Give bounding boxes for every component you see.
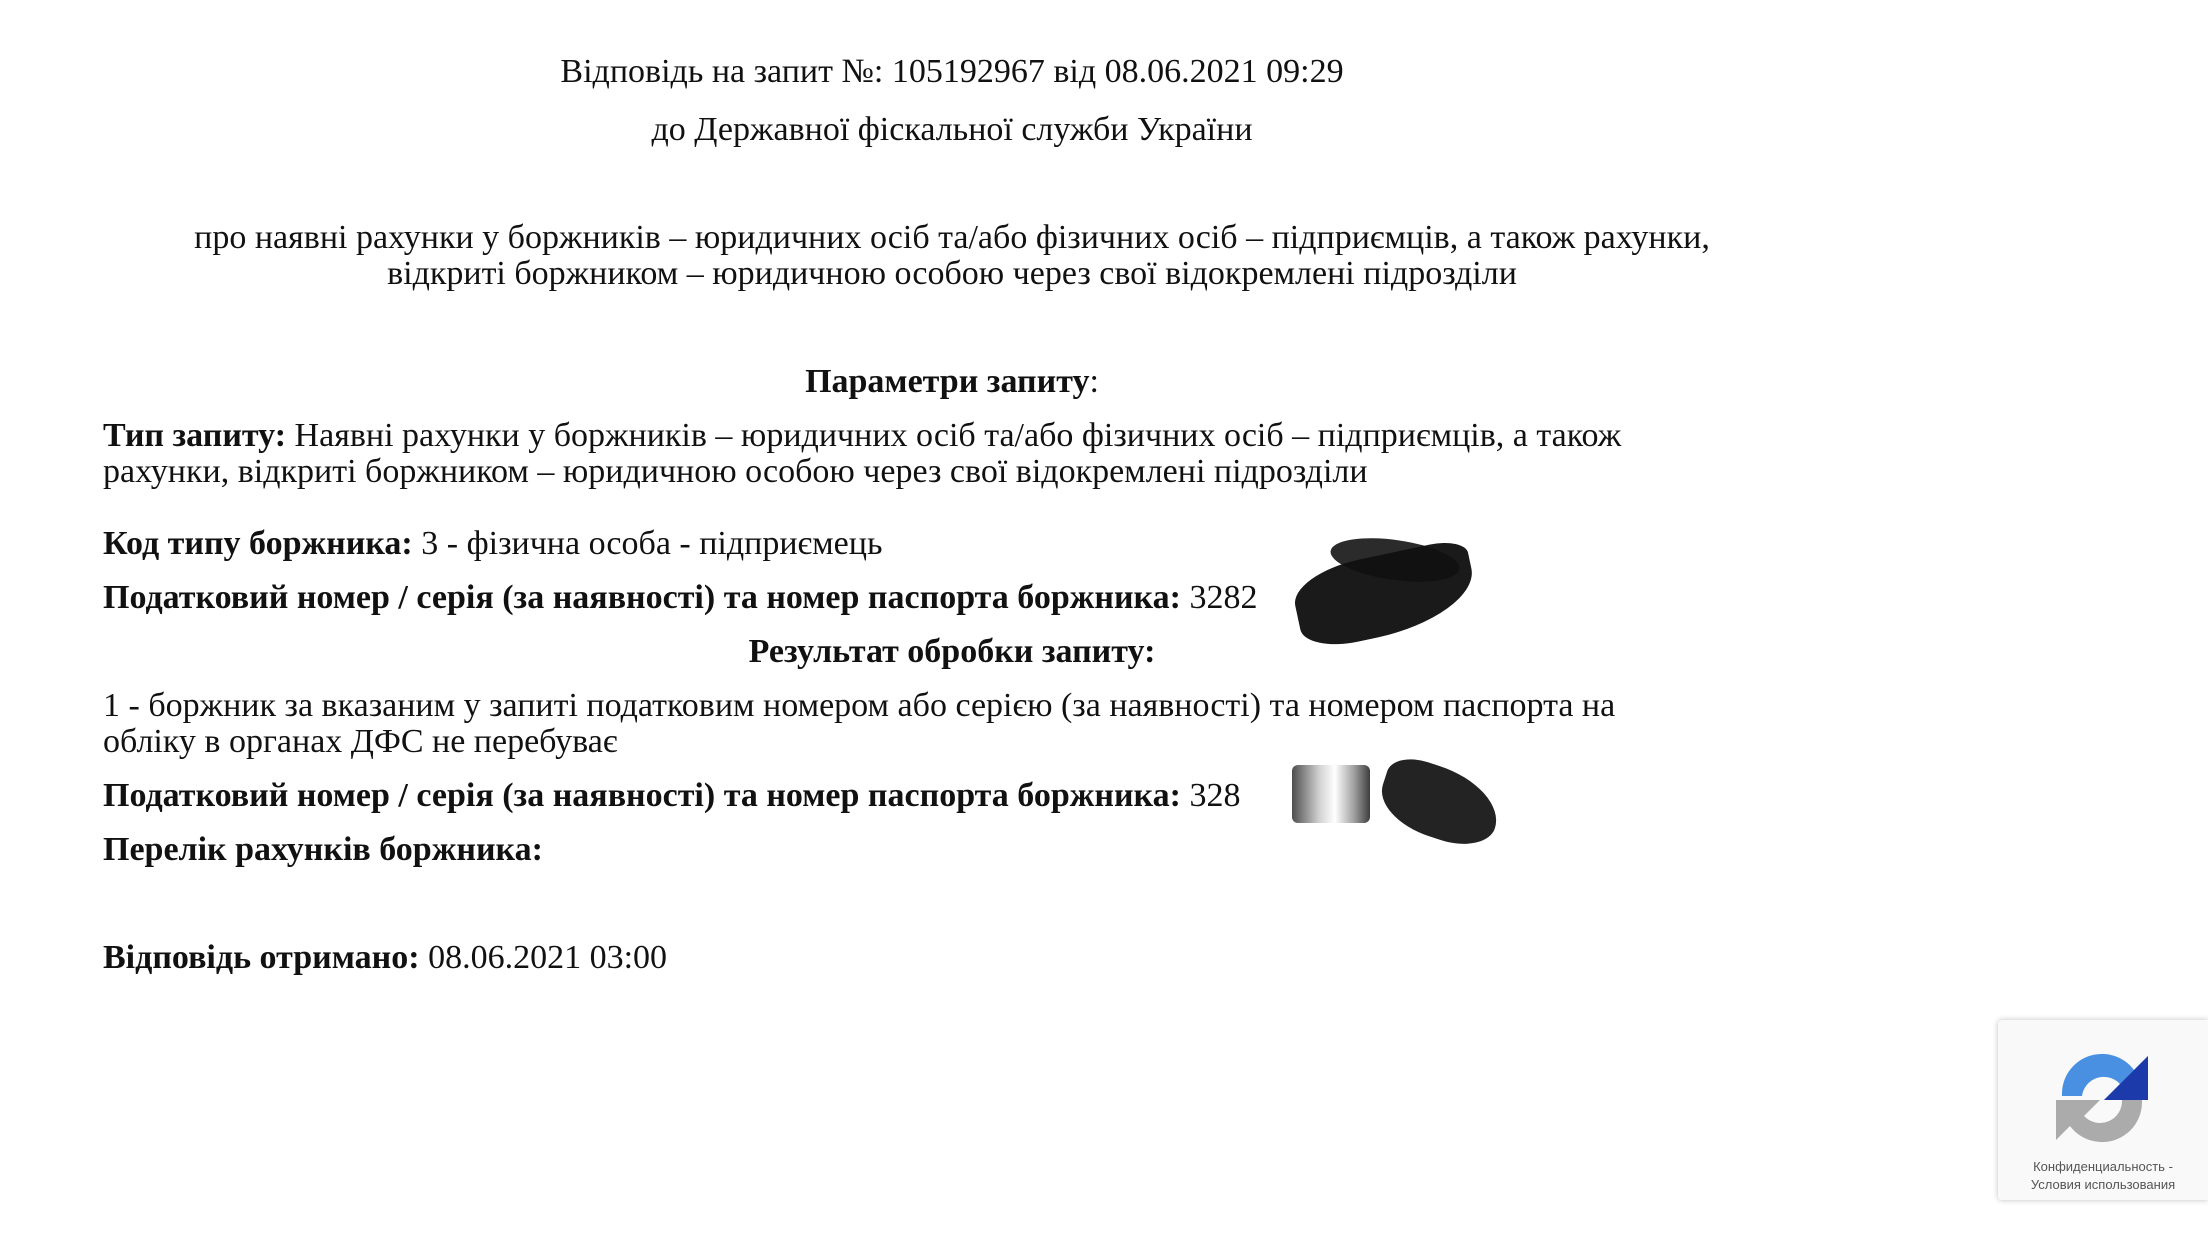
debtor-code-value: 3 - фізична особа - підприємець — [412, 525, 883, 562]
request-type-value: Наявні рахунки у боржників – юридичних осіб та/або фізичних осіб – підприємців, а також — [286, 417, 1622, 454]
recaptcha-badge[interactable] — [1998, 1020, 2208, 1200]
subject-line-1: про наявні рахунки у боржників – юридичних осіб та/або фізичних осіб – підприємців, а також рахунки, — [194, 219, 1710, 256]
recaptcha-icon[interactable] — [2042, 1034, 2162, 1154]
recaptcha-links — [1998, 1158, 2208, 1194]
received-value: 08.06.2021 03:00 — [419, 939, 668, 976]
request-type-line-2: рахунки, відкриті боржником – юридичною особою через свої відокремлені підрозділи — [103, 453, 1368, 490]
request-type-line-1 — [103, 418, 1621, 454]
subject-line-2: відкриті боржником – юридичною особою через свої відокремлені підрозділи — [387, 255, 1517, 292]
params-heading — [0, 364, 1904, 400]
params-heading-colon: : — [1089, 363, 1099, 400]
tax-number-line-params — [103, 580, 1257, 616]
accounts-list-label: Перелік рахунків боржника: — [103, 831, 543, 868]
result-text-line-2: обліку в органах ДФС не перебуває — [103, 723, 618, 760]
request-type-label: Тип запиту: — [103, 417, 287, 454]
params-heading-text: Параметри запиту — [805, 363, 1090, 400]
tax-number-value-result: 328 — [1180, 777, 1241, 814]
tax-number-line-result — [103, 778, 1240, 814]
debtor-code-line — [103, 526, 882, 562]
recaptcha-logo-svg — [2042, 1034, 2162, 1154]
redaction-mark — [1292, 765, 1370, 823]
debtor-code-label: Код типу боржника: — [103, 525, 413, 562]
tax-number-label-params: Податковий номер / серія (за наявності) та номер паспорта боржника: — [103, 579, 1181, 616]
response-recipient: до Державної фіскальної служби України — [651, 111, 1253, 148]
received-line — [103, 940, 667, 976]
tax-number-value-params: 3282 — [1180, 579, 1258, 616]
redaction-mark — [1372, 751, 1508, 855]
response-title: Відповідь на запит №: 105192967 від 08.06.2021 09:29 — [560, 53, 1344, 90]
tax-number-label-result: Податковий номер / серія (за наявності) та номер паспорта боржника: — [103, 777, 1181, 814]
result-text-line-1: 1 - боржник за вказаним у запиті податковим номером або серією (за наявності) та номером паспорта на — [103, 687, 1616, 724]
result-heading: Результат обробки запиту: — [748, 633, 1156, 670]
received-label: Відповідь отримано: — [103, 939, 420, 976]
recaptcha-privacy-link[interactable]: Конфиденциальность - — [2033, 1159, 2173, 1174]
recaptcha-terms-link[interactable]: Условия использования — [2030, 1177, 2176, 1192]
